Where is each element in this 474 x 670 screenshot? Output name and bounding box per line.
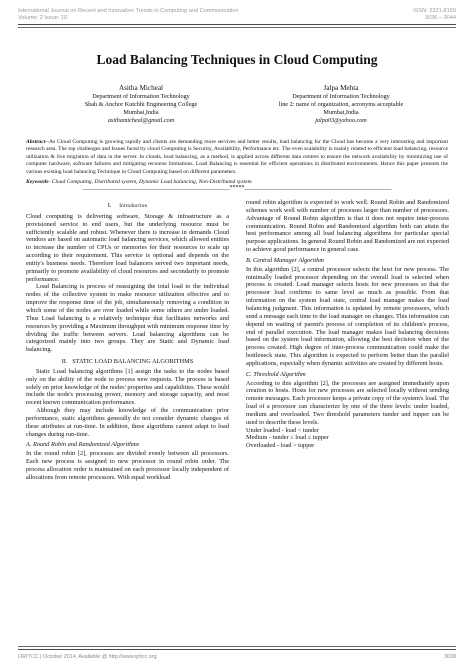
journal-name: International Journal on Recent and Innovation Trends in Computing and Communication [18, 8, 239, 14]
paragraph: In the round robin [2], processes are divided evenly between all processors. Each new process is assigned to new processor in round robin order. The process allocation order is maintained on each processor locally independent of allocations from remote processors. With equal workload [26, 450, 229, 481]
paragraph: Load Balancing is process of reassigning the total load to the individual nodes of the collective system to make resource utilization effective and to improve the response time of the job, simultaneously removing a condition in which some of the nodes are over loaded while some others are under loaded. Thus Load balancing is a relatively technique that facilitates networks and resources by providing a Maximum throughput with minimum response time by dividing the traffic between servers. Load balancing algorithms can be categorized mainly into two groups. They are Static and Dynamic load balancing. [26, 283, 229, 354]
abstract [26, 139, 448, 176]
author-city: Mumbai,India [323, 109, 359, 116]
author-email: jalpa03@yahoo.com [315, 117, 367, 124]
footer-rule-thin [18, 646, 456, 647]
paragraph: round robin algorithm is expected to work well. Round Robin and Randomized schemes work well with number of processes larger than number of processors. Advantage of Round Robin algorithm is that it does not require inter-process communication. Round Robin and Randomized algorithm both can attain the best performance among all load balancing algorithms for particular special purpose applications. In general Round Robin and Randomized are not expected to achieve good performance in general case. [246, 199, 449, 254]
author-city: Mumbai,India [123, 109, 159, 116]
author-block-2 [246, 84, 436, 125]
author-affiliation: line 2: name of organization, acronyms acceptable [278, 101, 404, 108]
footer-journal: IJRITCC | October 2014, Available @ http://www.ijritcc.org [18, 654, 157, 660]
journal-issn: ISSN: 2321-8169 [413, 8, 456, 14]
section-separator: _________________________________________________*****_________________________________________________ [82, 185, 392, 191]
author-name: Jalpa Mehta [323, 84, 359, 92]
right-column [246, 199, 449, 450]
section-number: I. [107, 202, 112, 209]
section-number: II. [61, 358, 68, 366]
section-title: Introduction [119, 203, 148, 209]
threshold-level: Medium - tunder ≤ load ≤ tupper [246, 434, 329, 442]
author-name: Asitha Micheal [118, 84, 164, 92]
threshold-level: Under loaded - load < tunder [246, 426, 319, 434]
subsection-heading-central-manager: B. Central Manager Algorithm [246, 256, 324, 264]
author-dept: Department of Information Technology [292, 93, 390, 100]
page-footer [18, 654, 456, 660]
paper-title: Load Balancing Techniques in Cloud Computing [96, 52, 378, 67]
subsection-heading-threshold: C. Threshold Algorithm [246, 370, 306, 378]
author-dept: Department of Information Technology [92, 93, 190, 100]
journal-pages: 3036 – 3044 [424, 15, 456, 21]
footer-rule-thick [18, 649, 456, 650]
author-affiliation: Shah & Anchor Kutchhi Engineering College [84, 101, 198, 108]
subsection-heading-round-robin: A. Round Robin and Randomized Algorithms [26, 441, 140, 449]
keywords-label: Keywords [26, 179, 49, 185]
page-number: 3038 [444, 654, 456, 660]
header-rule-thin [18, 27, 456, 28]
abstract-label: Abstract [26, 139, 46, 145]
keywords-text: - Cloud Computing, Distributed system, Dynamic Load balancing, Non-Distributed system [48, 179, 252, 185]
header-rule-thick [18, 24, 456, 25]
paragraph: Although they may include knowledge of the communication prior performance, static algorithms generally do not consider dynamic changes of these attributes at run-time. In addition, these algorithms cannot adapt to load changes during run-time. [26, 407, 229, 438]
section-heading-introduction [26, 202, 229, 211]
journal-volume: Volume: 2 Issue: 10 [18, 15, 68, 21]
paragraph: According to this algorithm [2], the processes are assigned immediately upon creation to hosts. Hosts for new processes are selected locally without sending remote messages. Each processor keeps a private copy of the system's load. The load of a processor can characterize by one of the three levels: under loaded, medium and overloaded. Two threshold parameters tunder and tupper can be used to describe these levels. [246, 379, 449, 426]
section-title: STATIC LOAD BALANCING ALGORITHMS [72, 358, 194, 366]
paragraph: Cloud computing is delivering software, Storage & infrastructure as a provisioned service to end users, but the underlying resource must be sufficiently scalable and robust. Whenever there is increase in demands Cloud vendors are based on automatic load balancing services, which allowed entities to increase the number of CPUs or memories for their resources to scale up according to their requirement. This service is optional and depends on the entity's business needs. Therefore load balancers served two important needs, primarily to promote availability of cloud resources and secondarily to promote performance. [26, 212, 229, 283]
author-block-1 [46, 84, 236, 125]
author-email: asithamicheal@gmail.com [107, 117, 175, 124]
left-column [26, 202, 229, 482]
section-heading-static [26, 358, 229, 366]
abstract-text: --As Cloud Computing is growing rapidly and clients are demanding more services and better results, load balancing for the Cloud has become a very interesting and important research area. The top challenges and Issues faced by cloud Computing is Security, Availability, Performance etc. The even scalability is mainly related to efficient load balancing, resource utilization & live migration of data in the server. In clouds, load balancing, as a method, is applied across different data centres to ensure the network availability by minimizing use of computer hardware, software failures and mitigating recourse limitations. Load Balancing is essential for efficient operations in distributed environments. Hence this paper presents the various existing load balancing Technique in Cloud Computing based on different parameters. [26, 139, 448, 175]
paragraph: Static Load balancing algorithms [1] assign the tasks to the nodes based only on the ability of the node to process new requests. The process is based solely on prior knowledge of the nodes' properties and capabilities. These would include the node's processing power, memory and storage capacity, and most recent known communication performance. [26, 367, 229, 407]
paragraph: In this algorithm [2], a central processor selects the host for new process. The minimally loaded processor depending on the overall load is selected when process is created. Load manager selects hosts for new processes so that the processor load confirms to same level as much as possible. From that information on the system load state, central load manager makes the load balancing judgment. This information is updated by remote processors, which send a message each time to the load manager on changes. This information can depend on waiting of parent's process of completion of its children's process, end of parallel execution. The load manager makes load balancing decisions based on the system load information, allowing the best decision when of the process created. High degree of inter-process communication could make the bottleneck state. This algorithm is expected to perform better than the parallel applications, especially when dynamic activities are created by different hosts. [246, 265, 449, 367]
threshold-level: Overloaded - load > tupper [246, 442, 315, 450]
